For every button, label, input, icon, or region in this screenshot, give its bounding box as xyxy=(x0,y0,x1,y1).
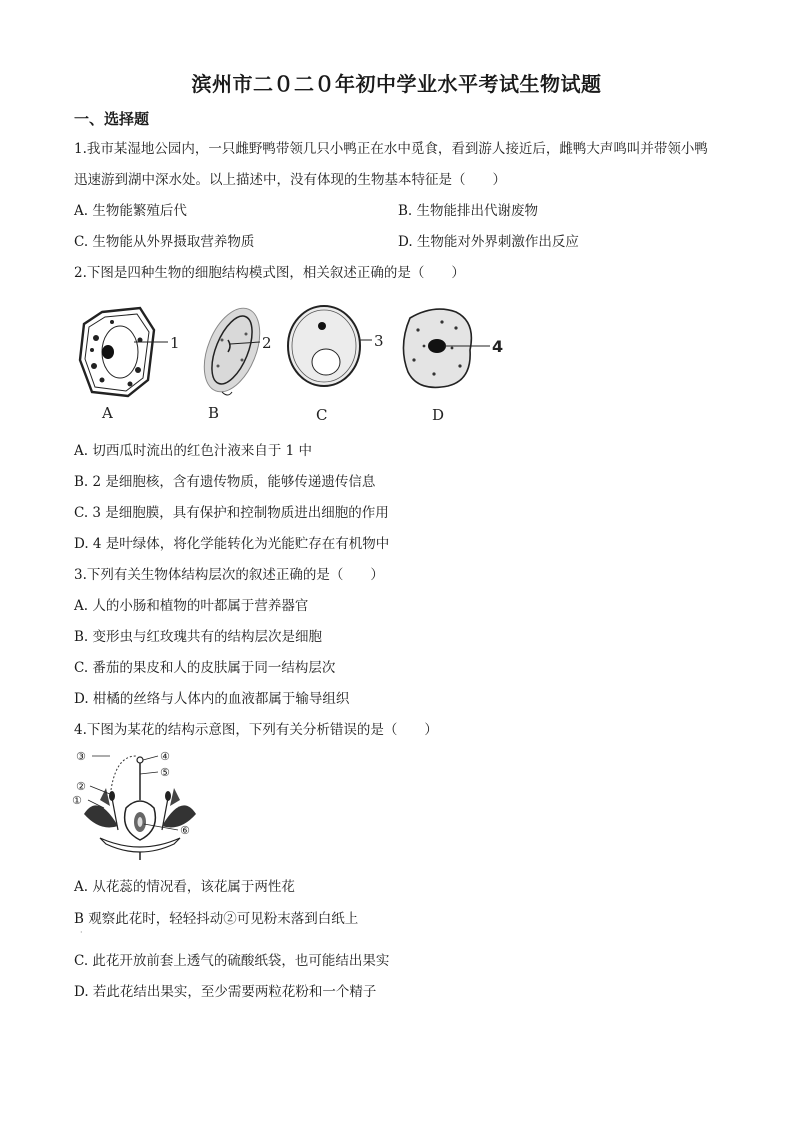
question-4-option-b: B 观察此花时，轻轻抖动②可见粉末落到白纸上 xyxy=(74,911,359,927)
flower-label-5: ⑤ xyxy=(160,766,170,779)
flower-label-2: ② xyxy=(76,780,86,793)
figure-label-b: B xyxy=(208,404,220,422)
flower-label-3: ③ xyxy=(76,750,86,763)
question-3-option-a: A. 人的小肠和植物的叶都属于营养器官 xyxy=(74,598,309,614)
question-4-option-a: A. 从花蕊的情况看，该花属于两性花 xyxy=(74,879,295,895)
question-4-option-d: D. 若此花结出果实，至少需要两粒花粉和一个精子 xyxy=(74,984,377,1000)
flower-label-6: ⑥ xyxy=(180,824,190,837)
flower-label-1: ① xyxy=(72,794,82,807)
question-2-stem: 2.下图是四种生物的细胞结构模式图，相关叙述正确的是（ ） xyxy=(74,265,465,281)
figure-label-c: C xyxy=(316,406,328,424)
flower-label-4: ④ xyxy=(160,750,170,763)
question-4-option-c: C. 此花开放前套上透气的硫酸纸袋，也可能结出果实 xyxy=(74,953,390,969)
figure-number-3: 3 xyxy=(374,332,384,350)
question-1-option-c: C. 生物能从外界摄取营养物质 xyxy=(74,234,255,250)
figure-label-a: A xyxy=(102,404,113,422)
flower-structure-figure xyxy=(70,748,210,860)
question-3-option-b: B. 变形虫与红玫瑰共有的结构层次是细胞 xyxy=(74,629,323,645)
question-1-option-a: A. 生物能繁殖后代 xyxy=(74,203,187,219)
figure-number-1: 1 xyxy=(170,334,180,352)
plant-cell-a xyxy=(80,308,168,396)
section-heading: 一、选择题 xyxy=(74,110,150,128)
question-2-option-a: A. 切西瓜时流出的红色汁液来自于 1 中 xyxy=(74,443,313,459)
question-1-stem-line-2: 迅速游到湖中深水处。以上描述中，没有体现的生物基本特征是（ ） xyxy=(74,172,506,188)
question-3-option-d: D. 柑橘的丝络与人体内的血液都属于输导组织 xyxy=(74,691,350,707)
question-3-stem: 3.下列有关生物体结构层次的叙述正确的是（ ） xyxy=(74,567,384,583)
figure-number-2: 2 xyxy=(262,334,272,352)
figure-number-4: 4 xyxy=(492,337,504,356)
question-2-option-b: B. 2 是细胞核，含有遗传物质，能够传递遗传信息 xyxy=(74,474,376,490)
animal-cell-d xyxy=(403,309,490,387)
scan-dot: · xyxy=(80,928,83,937)
question-1-stem-line-1: 1.我市某湿地公园内，一只雌野鸭带领几只小鸭正在水中觅食，看到游人接近后，雌鸭大声鸣叫并带领小鸭 xyxy=(74,141,708,157)
question-1-option-b: B. 生物能排出代谢废物 xyxy=(398,203,539,219)
page-title: 滨州市二０二０年初中学业水平考试生物试题 xyxy=(191,72,602,96)
cell-structure-figure xyxy=(72,300,532,428)
cell-b xyxy=(193,300,270,400)
question-4-stem: 4.下图为某花的结构示意图，下列有关分析错误的是（ ） xyxy=(74,722,438,738)
question-2-option-c: C. 3 是细胞膜，具有保护和控制物质进出细胞的作用 xyxy=(74,505,389,521)
question-3-option-c: C. 番茄的果皮和人的皮肤属于同一结构层次 xyxy=(74,660,336,676)
question-1-option-d: D. 生物能对外界刺激作出反应 xyxy=(398,234,579,250)
question-2-option-d: D. 4 是叶绿体，将化学能转化为光能贮存在有机物中 xyxy=(74,536,390,552)
cell-c xyxy=(288,306,372,386)
figure-label-d: D xyxy=(432,406,445,424)
